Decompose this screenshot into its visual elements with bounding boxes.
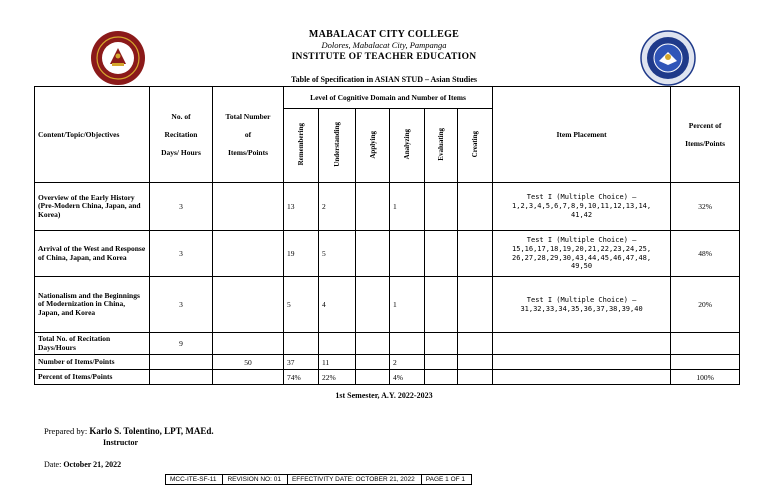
college-address: Dolores, Mabalacat City, Pampanga [321, 40, 447, 50]
level-cell: 37 [284, 355, 319, 370]
level-cell [458, 355, 493, 370]
item-placement-cell: Test I (Multiple Choice) – 31,32,33,34,35,36,37,38,39,40 [493, 277, 671, 333]
cognitive-domain-header: Level of Cognitive Domain and Number of Items [284, 87, 493, 109]
preparer-title: Instructor [103, 438, 139, 447]
level-cell [458, 277, 493, 333]
level-header-analyzing: Analyzing [390, 109, 425, 183]
percent-cell: 48% [671, 231, 740, 277]
specification-table [34, 86, 740, 385]
total-recitation-label: Total No. of Recitation Days/Hours [35, 333, 150, 355]
level-cell: 11 [319, 355, 356, 370]
total-cell [213, 183, 284, 231]
item-placement-cell: Test I (Multiple Choice) – 1,2,3,4,5,6,7,8,9,10,11,12,13,14, 41,42 [493, 183, 671, 231]
level-header-remembering: Remembering [284, 109, 319, 183]
level-cell [390, 231, 425, 277]
percent-cell: 32% [671, 183, 740, 231]
level-cell: 1 [390, 183, 425, 231]
level-cell [356, 277, 390, 333]
content-header: Content/Topic/Objectives [35, 87, 150, 183]
effectivity-date: EFFECTIVITY DATE: OCTOBER 21, 2022 [287, 475, 421, 485]
level-cell [356, 370, 390, 385]
date-label: Date: [44, 460, 62, 469]
table-row [35, 277, 740, 333]
item-placement-header: Item Placement [493, 87, 671, 183]
level-cell: 5 [319, 231, 356, 277]
table-row [35, 231, 740, 277]
recitation-cell: 3 [150, 231, 213, 277]
level-cell: 2 [390, 355, 425, 370]
level-cell: 4% [390, 370, 425, 385]
level-cell: 5 [284, 277, 319, 333]
level-cell [425, 183, 458, 231]
number-of-items-row [35, 355, 740, 370]
level-cell [458, 183, 493, 231]
topic-cell: Arrival of the West and Response of China, Japan, and Korea [35, 231, 150, 277]
recitation-cell: 3 [150, 277, 213, 333]
document-footer [165, 474, 472, 485]
prepared-by-label: Prepared by: [44, 426, 88, 436]
semester-label: 1st Semester, A.Y. 2022-2023 [335, 391, 433, 400]
preparer-name: Karlo S. Tolentino, LPT, MAEd. [89, 426, 214, 436]
table-title: Table of Specification in ASIAN STUD – Asian Studies [291, 75, 477, 84]
date-line [44, 460, 121, 469]
percent-header: Percent of Items/Points [671, 87, 740, 183]
total-recitation-value: 9 [150, 333, 213, 355]
percent-of-items-row [35, 370, 740, 385]
level-cell [425, 370, 458, 385]
level-cell: 22% [319, 370, 356, 385]
level-cell: 19 [284, 231, 319, 277]
institute-name: INSTITUTE OF TEACHER EDUCATION [291, 52, 477, 62]
date-value: October 21, 2022 [63, 460, 122, 469]
level-cell: 74% [284, 370, 319, 385]
level-header-creating: Creating [458, 109, 493, 183]
level-cell [458, 370, 493, 385]
level-cell: 1 [390, 277, 425, 333]
percent-cell: 20% [671, 277, 740, 333]
topic-cell: Nationalism and the Beginnings of Modernization in China, Japan, and Korea [35, 277, 150, 333]
percent-of-items-total: 100% [671, 370, 740, 385]
level-cell: 4 [319, 277, 356, 333]
college-name: MABALACAT CITY COLLEGE [308, 29, 460, 40]
level-cell [458, 231, 493, 277]
number-of-items-label: Number of Items/Points [35, 355, 150, 370]
level-cell [425, 355, 458, 370]
percent-of-items-label: Percent of Items/Points [35, 370, 150, 385]
topic-cell: Overview of the Early History (Pre-Modern China, Japan, and Korea) [35, 183, 150, 231]
table-row [35, 183, 740, 231]
level-cell: 2 [319, 183, 356, 231]
level-cell [356, 183, 390, 231]
recitation-header: No. of Recitation Days/ Hours [150, 87, 213, 183]
total-cell [213, 277, 284, 333]
level-cell [356, 231, 390, 277]
number-of-items-total: 50 [213, 355, 284, 370]
revision-number: REVISION NO: 01 [223, 475, 287, 485]
recitation-cell: 3 [150, 183, 213, 231]
total-items-header: Total Number of Items/Points [213, 87, 284, 183]
level-cell: 13 [284, 183, 319, 231]
level-header-applying: Applying [356, 109, 390, 183]
level-cell [425, 231, 458, 277]
total-cell [213, 231, 284, 277]
level-cell [356, 355, 390, 370]
prepared-by [44, 426, 214, 436]
total-recitation-row [35, 333, 740, 355]
level-header-understanding: Understanding [319, 109, 356, 183]
form-code: MCC-ITE-SF-11 [166, 475, 223, 485]
level-header-evaluating: Evaluating [425, 109, 458, 183]
level-cell [425, 277, 458, 333]
item-placement-cell: Test I (Multiple Choice) – 15,16,17,18,19,20,21,22,23,24,25, 26,27,28,29,30,43,44,45,46,47,48, 49,50 [493, 231, 671, 277]
page-number: PAGE 1 OF 1 [421, 475, 471, 485]
